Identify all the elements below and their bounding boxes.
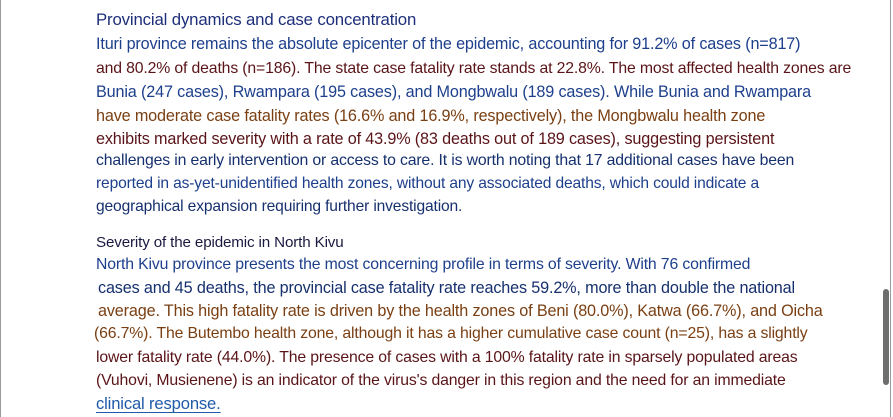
paragraph-line: Bunia (247 cases), Rwampara (195 cases), and Mongbwalu (189 cases). While Bunia and Rwampara [96,83,812,101]
paragraph-line: challenges in early intervention or access to care. It is worth noting that 17 additional cases have been [96,152,795,169]
section-heading-north-kivu: Severity of the epidemic in North Kivu [96,234,344,251]
scrollbar-thumb[interactable] [883,289,889,385]
paragraph-line: reported in as-yet-unidentified health zones, without any associated deaths, which could indicate a [96,175,760,192]
paragraph-line: North Kivu province presents the most concerning profile in terms of severity. With 76 confirmed [96,256,751,273]
section-heading-provincial-dynamics: Provincial dynamics and case concentration [96,10,417,29]
paragraph-line: exhibits marked severity with a rate of 43.9% (83 deaths out of 189 cases), suggesting persistent [96,130,775,148]
paragraph-line: lower fatality rate (44.0%). The presence of cases with a 100% fatality rate in sparsely populated areas [96,349,798,366]
clinical-response-link[interactable]: clinical response. [96,394,221,413]
paragraph-line: cases and 45 deaths, the provincial case fatality rate reaches 59.2%, more than double the national [98,279,795,297]
paragraph-line: Ituri province remains the absolute epicenter of the epidemic, accounting for 91.2% of cases (n=817) [96,35,801,53]
paragraph-line: and 80.2% of deaths (n=186). The state case fatality rate stands at 22.8%. The most affected health zones are [96,60,852,77]
paragraph-line: average. This high fatality rate is driven by the health zones of Beni (80.0%), Katwa (66.7%), and Oicha [98,302,823,320]
paragraph-line: geographical expansion requiring further investigation. [96,198,463,215]
paragraph-line: (66.7%). The Butembo health zone, although it has a higher cumulative case count (n=25), has a slightly [94,325,808,342]
paragraph-line: have moderate case fatality rates (16.6% and 16.9%, respectively), the Mongbwalu health zone [96,107,766,125]
vertical-scrollbar[interactable] [881,0,891,417]
paragraph-line: (Vuhovi, Musienene) is an indicator of the virus's danger in this region and the need for an immediate [96,372,786,389]
